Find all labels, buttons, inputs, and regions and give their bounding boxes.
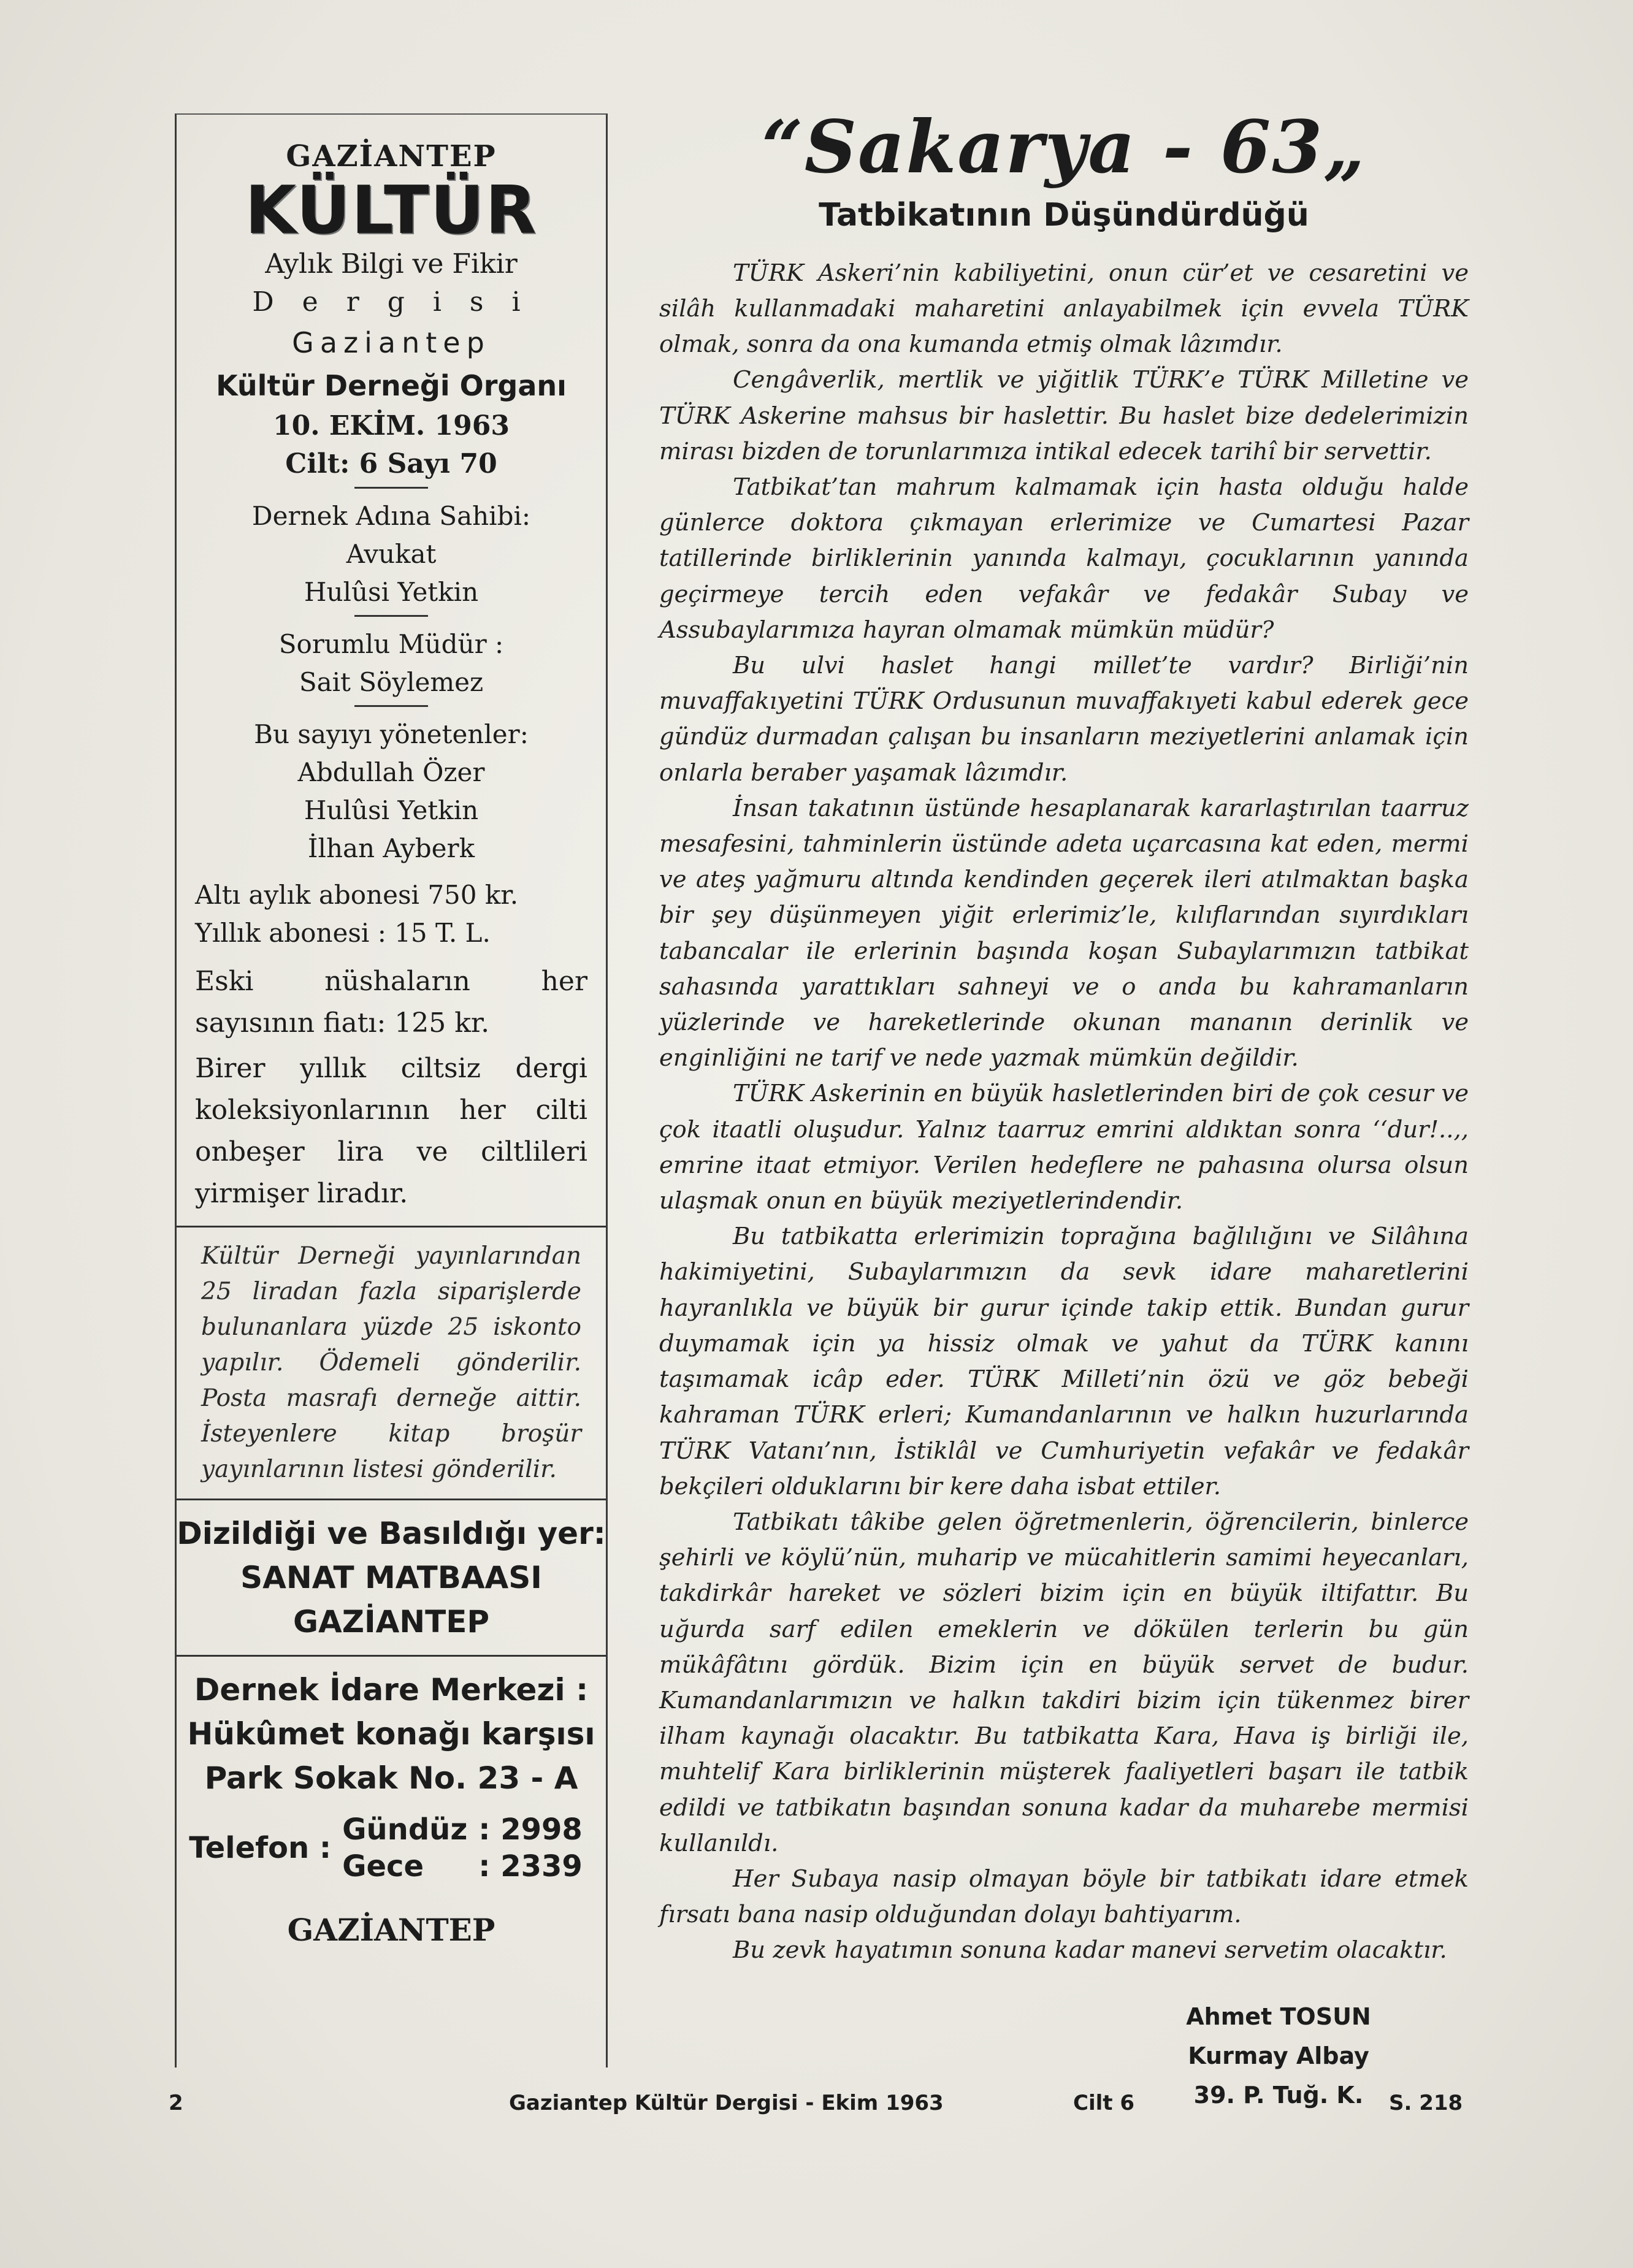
subscription-6-months: Altı aylık abonesi 750 kr. <box>195 880 519 911</box>
printer-label: Dizildiği ve Basıldığı yer: <box>177 1516 606 1552</box>
masthead-box <box>175 113 608 2068</box>
serial-number: S. 218 <box>1389 2091 1463 2115</box>
phone-day-number: : 2998 <box>478 1812 583 1847</box>
manager-name: Hulûsi Yetkin <box>304 795 479 826</box>
phone-block <box>177 1812 606 1884</box>
owner-label: Dernek Adına Sahibi: <box>251 501 531 532</box>
masthead-subtitle: Aylık Bilgi ve Fikir <box>265 248 518 280</box>
managers-label: Bu sayıyı yönetenler: <box>254 719 529 750</box>
article-paragraph: Bu tatbikatta erlerimizin toprağına bağlılığını ve Silâhına hakimiyetini, Subaylarımızın da sevk idare maharetlerini hayranlıkla ve büyük bir gurur içinde takip ettik. Bundan gurur duymamak için ya hissiz olmak ve yahut da TÜRK kanını taşımamak icâp eder. TÜRK Milleti’nin özü ve göz bebeği kahraman TÜRK erleri; Kumandanlarının ve halkın huzurlarında TÜRK Vatanı’nın, İstiklâl ve Cumhuriyetin vefakâr ve fedakâr bekçileri olduklarını bir kere daha isbat ettiler. <box>659 1223 1469 1500</box>
separator <box>354 487 428 489</box>
article-paragraph: Her Subaya nasip olmayan böyle bir tatbikatı idare etmek fırsatı bana nasip olduğundan dolayı bahtiyarım. <box>659 1865 1469 1929</box>
page-number: 2 <box>169 2091 183 2115</box>
masthead-city-bottom: GAZİANTEP <box>287 1912 495 1949</box>
article-paragraph: Cengâverlik, mertlik ve yiğitlik TÜRK’e TÜRK Milletine ve TÜRK Askerine mahsus bir haslettir. Bu haslet bize dedelerimizin mirası bizden de torunlarımıza intikal edecek tarihî bir servettir. <box>659 366 1469 465</box>
article-paragraph: Bu zevk hayatımın sonuna kadar manevi servetim olacaktır. <box>733 1936 1447 1964</box>
article-paragraph: Tatbikatı tâkibe gelen öğretmenlerin, öğrencilerin, binlerce şehirli ve köylü’nün, muharip ve mücahitlerin samimi heyecanları, takdirkâr hareket ve sözleri bizim için en büyük iltifattır. Bu uğurda sarf edilen emeklerin ve dökülen terlerin bu gün mükâfâtını gördük. Bizim için en büyük servet de budur. Kumandanlarımızın ve halkın takdiri bizim için tükenmez birer ilham kaynağı olacaktır. Bu tatbikatta Kara, Hava iş birliği ile, muhtelif Kara birliklerinin müşterek faaliyetleri başarı ile tatbik edildi ve tatbikatın başından sonuna kadar da muharebe mermisi kullanıldı. <box>659 1508 1469 1857</box>
discount-note: Kültür Derneği yayınlarından 25 liradan fazla siparişlerde bulunanlara yüzde 25 iskonto yapılır. Ödemeli gönderilir. Posta masrafı derneğe aittir. İsteyenlere kitap broşür yayınlarının listesi gönderilir. <box>201 1242 581 1484</box>
article-paragraph: İnsan takatının üstünde hesaplanarak kararlaştırılan taarruz mesafesini, tahminlerin üstünde adeta uçarcasına kat eden, mermi ve ateş yağmuru altında kendinden geçerek ileri atılmaktan başka bir şey düşünmeyen yiğit erlerimiz’le, kılıflarından sıyırdıkları tabancalar ile erlerinin başında koşan Subaylarımızın tatbikat sahasında yarattıkları sahneyi ve o anda bu kahramanların yüzlerinde ve hareketlerinde okunan mananın derinlik ve enginliğini ne tarif ve nede yazmak mümkün değildir. <box>659 794 1469 1072</box>
hq-address-line2: Park Sokak No. 23 - A <box>204 1760 578 1796</box>
hq-address-line1: Hükûmet konağı karşısı <box>187 1716 595 1752</box>
owner-title: Avukat <box>346 539 437 570</box>
article-paragraph: TÜRK Askeri’nin kabiliyetini, onun cür’et ve cesaretini ve silâh kullanmadaki maharetini anlayabilmek için evvela TÜRK olmak, sonra da ona kumanda etmiş olmak lâzımdır. <box>659 259 1469 359</box>
author-name: Ahmet TOSUN <box>1186 2003 1371 2030</box>
editor-label: Sorumlu Müdür : <box>278 629 504 660</box>
separator <box>354 615 428 617</box>
rule <box>177 1499 606 1500</box>
article-paragraph: Bu ulvi haslet hangi millet’te vardır? Birliği’nin muvaffakıyetini TÜRK Ordusunun muvaffakıyeti kabul ederek gece gündüz durmadan çalışan bu insanların meziyetlerini anlamak için onlarla beraber yaşamak lâzımdır. <box>659 652 1469 787</box>
magazine-logo: KÜLTÜR <box>245 172 538 249</box>
rule <box>177 1226 606 1228</box>
issue-volume: Cilt: 6 Sayı 70 <box>285 448 497 480</box>
article-paragraph: Tatbikat’tan mahrum kalmamak için hasta olduğu halde günlerce doktora çıkmayan erlerimize ve Cumartesi Pazar tatillerinde birliklerinin yanında kalmayı, çocuklarının yanında geçirmeye tercih eden vefakâr ve fedakâr Subay ve Assubaylarımıza hayran olmamak mümkün müdür? <box>659 473 1469 644</box>
phone-night-number: : 2339 <box>478 1849 583 1884</box>
old-issues-price: Eski nüshaların her sayısının fiatı: 125 kr. <box>195 966 587 1039</box>
issue-date: 10. EKİM. 1963 <box>272 410 510 442</box>
printer-name: SANAT MATBAASI <box>240 1560 542 1596</box>
journal-name: Gaziantep Kültür Dergisi - Ekim 1963 <box>509 2091 944 2115</box>
manager-name: İlhan Ayberk <box>307 833 475 864</box>
phone-night-label: Gece <box>342 1849 424 1884</box>
hq-label: Dernek İdare Merkezi : <box>194 1672 589 1708</box>
article-body <box>659 256 1469 1969</box>
masthead-organ-city: Gaziantep <box>292 326 491 360</box>
author-unit: 39. P. Tuğ. K. <box>1193 2081 1364 2109</box>
editor-name: Sait Söylemez <box>299 667 484 698</box>
masthead-city-top: GAZİANTEP <box>286 139 497 174</box>
volume-number: Cilt 6 <box>1073 2091 1135 2115</box>
printer-city: GAZİANTEP <box>293 1604 490 1640</box>
owner-name: Hulûsi Yetkin <box>304 577 479 608</box>
article <box>659 104 1469 2115</box>
author-rank: Kurmay Albay <box>1188 2042 1369 2069</box>
article-paragraph: TÜRK Askerinin en büyük hasletlerinden biri de çok cesur ve çok itaatli oluşudur. Yalnız taarruz emrini aldıktan sonra ‘‘dur!..,, emrine itaat etmiyor. Verilen hedeflere ne pahasına olursa olsun ulaşmak onun en büyük meziyetlerindendir. <box>659 1080 1469 1215</box>
subscription-12-months: Yıllık abonesi : 15 T. L. <box>195 918 491 949</box>
separator <box>354 705 428 707</box>
rule <box>177 1655 606 1657</box>
phone-label: Telefon : <box>189 1831 332 1866</box>
collections-price: Birer yıllık ciltsiz dergi koleksiyonlarının her cilti onbeşer lira ve ciltlileri yirmişer liradır. <box>195 1053 587 1210</box>
page-footer <box>166 2091 1478 2128</box>
phone-day-label: Gündüz <box>342 1812 468 1847</box>
masthead-dergisi: D e r g i s i <box>252 286 530 318</box>
article-title: “Sakarya - 63„ <box>761 104 1367 189</box>
article-subtitle: Tatbikatının Düşündürdüğü <box>819 196 1309 234</box>
manager-name: Abdullah Özer <box>297 757 485 788</box>
masthead-organ: Kültür Derneği Organı <box>216 369 567 403</box>
